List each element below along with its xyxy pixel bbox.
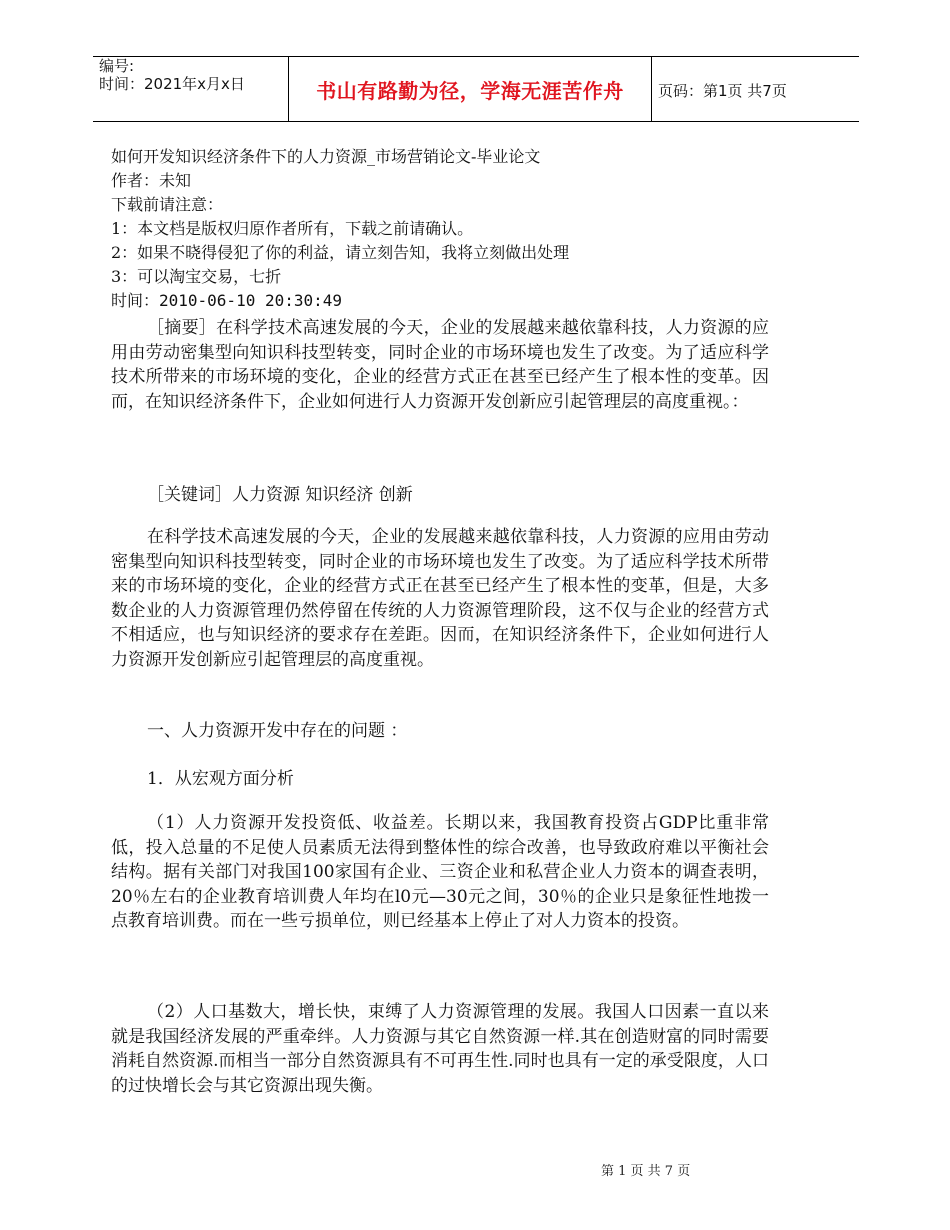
section-heading: 一、人力资源开发中存在的问题 ：	[147, 721, 408, 741]
abstract-paragraph: ［摘要］在科学技术高速发展的今天，企业的发展越来越依靠科技，人力资源的应用由劳动密集型向知识科技型转变，同时企业的市场环境也发生了改变。为了适应科学技术所带来的市场环境的变化，企业的经营方式正在甚至已经产生了根本性的变革。因而，在知识经济条件下，企业如何进行人力资源开发创新应引起管理层的高度重视。：	[111, 318, 769, 412]
header-motto: 书山有路勤为径，学海无涯苦作舟	[316, 79, 624, 103]
header-page-info: 页码：第1页 共7页	[658, 82, 787, 100]
document-title: 如何开发知识经济条件下的人力资源_市场营销论文-毕业论文	[111, 147, 541, 166]
subsection-heading: 1．从宏观方面分析	[147, 769, 294, 789]
notice-item-2: 2：如果不晓得侵犯了你的利益，请立刻告知，我将立刻做出处理	[111, 243, 570, 262]
number-label: 编号:	[99, 57, 135, 75]
header-bottom-rule	[93, 121, 859, 122]
document-author: 作者：未知	[111, 171, 192, 190]
document-time: 时间：2010-06-10 20:30:49	[111, 291, 343, 310]
point-2-paragraph: （2）人口基数大，增长快，束缚了人力资源管理的发展。我国人口因素一直以来就是我国经济发展的严重牵绊。人力资源与其它自然资源一样.其在创造财富的同时需要消耗自然资源.而相当一部分自然资源具有不可再生性.同时也具有一定的承受限度，人口的过快增长会与其它资源出现失衡。	[111, 1002, 769, 1096]
point-1-paragraph: （1）人力资源开发投资低、收益差。长期以来，我国教育投资占GDP比重非常低，投入总量的不足使人员素质无法得到整体性的综合改善，也导致政府难以平衡社会结构。据有关部门对我国100家国有企业、三资企业和私营企业人力资本的调查表明，20％左右的企业教育培训费人年均在l0元—30元之间，30％的企业只是象征性地拨一点教育培训费。而在一些亏损单位，则已经基本上停止了对人力资本的投资。	[111, 813, 769, 931]
notice-item-3: 3：可以淘宝交易，七折	[111, 267, 282, 286]
document-meta	[111, 145, 569, 313]
page-footer: 第 1 页 共 7 页	[601, 1164, 691, 1179]
time-label: 时间：2021年x月x日	[99, 75, 245, 93]
intro-paragraph: 在科学技术高速发展的今天，企业的发展越来越依靠科技，人力资源的应用由劳动密集型向知识科技型转变，同时企业的市场环境也发生了改变。为了适应科学技术所带来的市场环境的变化，企业的经营方式正在甚至已经产生了根本性的变革，但是，大多数企业的人力资源管理仍然停留在传统的人力资源管理阶段，这不仅与企业的经营方式不相适应，也与知识经济的要求存在差距。因而，在知识经济条件下，企业如何进行人力资源开发创新应引起管理层的高度重视。	[111, 527, 769, 670]
header-divider-right	[651, 56, 652, 121]
notice-item-1: 1：本文档是版权归原作者所有，下载之前请确认。	[111, 219, 474, 238]
header-left-cell	[99, 57, 245, 93]
keywords-line: ［关键词］人力资源 知识经济 创新	[147, 485, 413, 505]
notice-heading: 下载前请注意：	[111, 195, 224, 214]
